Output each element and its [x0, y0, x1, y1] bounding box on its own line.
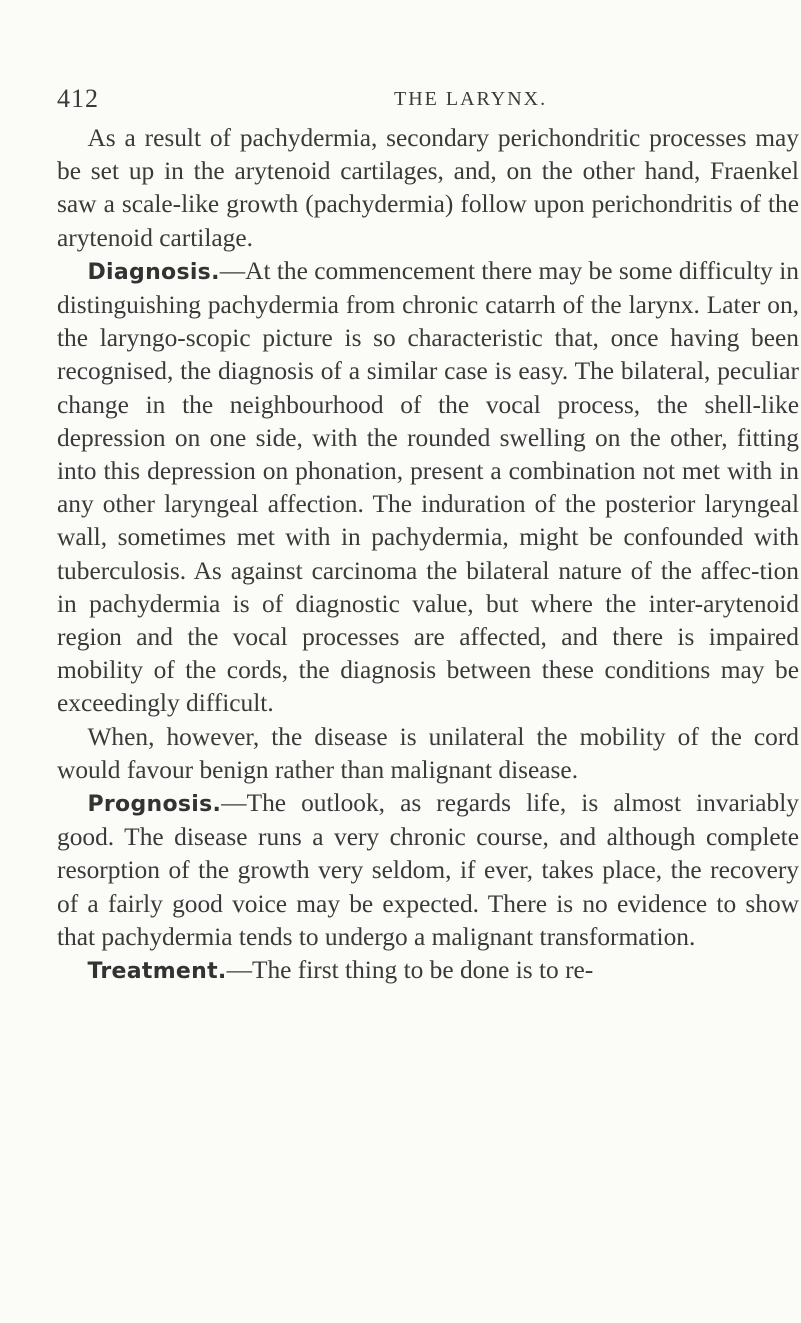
paragraph-unilateral	[57, 721, 799, 787]
paragraph-text: —The first thing to be done is to re-	[226, 956, 594, 985]
section-heading-diagnosis: Diagnosis.	[87, 259, 220, 285]
paragraph-diagnosis	[57, 255, 799, 721]
section-heading-prognosis: Prognosis.	[87, 792, 222, 818]
running-head	[57, 84, 799, 124]
running-title: THE LARYNX.	[394, 88, 548, 110]
body-text	[57, 122, 799, 988]
paragraph-text: —At the commencement there may be some difficulty in distinguishing pachydermia from chronic catarrh of the larynx. Later on, the laryngo-scopic picture is so characteristic that, once having been recognised, the diagnosis of a similar case is easy. The bilateral, peculiar change in the neighbourhood of the vocal process, the shell-like depression on one side, with the rounded swelling on the other, fitting into this depression on phonation, present a combination not met with in any other laryngeal affection. The induration of the posterior laryngeal wall, sometimes met with in pachydermia, might be confounded with tuberculosis. As against carcinoma the bilateral nature of the affec-tion in pachydermia is of diagnostic value, but where the inter-arytenoid region and the vocal processes are affected, and there is impaired mobility of the cords, the diagnosis between these conditions may be exceedingly difficult.	[57, 256, 799, 718]
page-number: 412	[57, 84, 99, 113]
paragraph-pachydermia-perichondritis	[57, 122, 799, 255]
paragraph-text: When, however, the disease is unilateral the mobility of the cord would favour benign rather than malignant disease.	[57, 722, 799, 784]
paragraph-treatment	[57, 954, 799, 988]
paragraph-prognosis	[57, 787, 799, 954]
section-heading-treatment: Treatment.	[87, 959, 227, 985]
paragraph-text: —The outlook, as regards life, is almost invariably good. The disease runs a very chronic course, and although complete resorption of the growth very seldom, if ever, takes place, the recovery of a fairly good voice may be expected. There is no evidence to show that pachydermia tends to undergo a malignant transformation.	[57, 789, 799, 951]
paragraph-text: As a result of pachydermia, secondary perichondritic processes may be set up in the arytenoid cartilages, and, on the other hand, Fraenkel saw a scale-like growth (pachydermia) follow upon perichondritis of the arytenoid cartilage.	[57, 124, 799, 252]
